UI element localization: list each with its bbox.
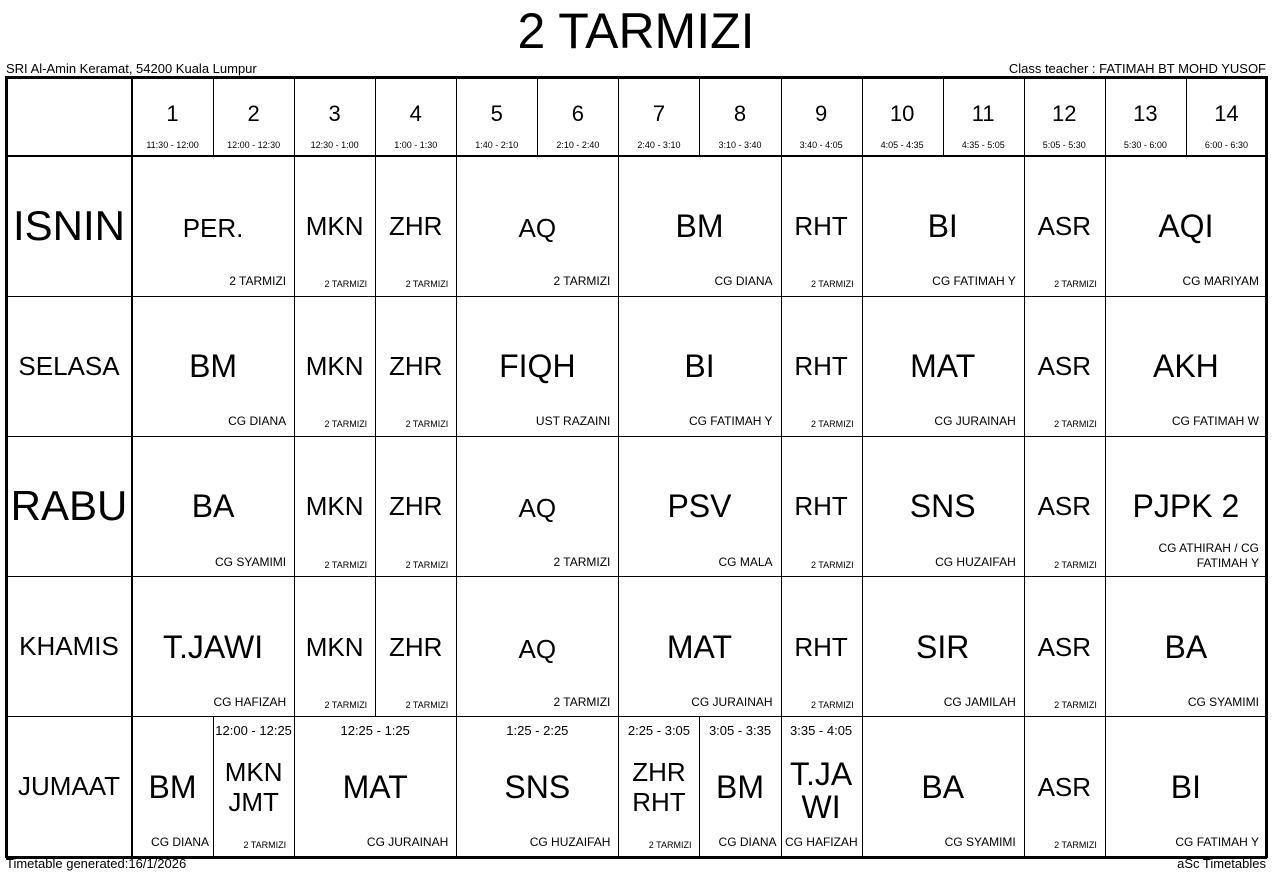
lesson-subject: MAT bbox=[666, 628, 733, 665]
period-divider bbox=[699, 77, 700, 156]
period-time: 1:00 - 1:30 bbox=[394, 140, 438, 150]
lesson-teacher: CG SYAMIMI bbox=[944, 834, 1016, 849]
lesson-subject: FIQH bbox=[499, 348, 576, 385]
lesson-teacher: CG SYAMIMI bbox=[215, 554, 287, 569]
lesson-teacher: 2 TARMIZI bbox=[810, 419, 854, 430]
lesson-cell bbox=[294, 156, 375, 296]
lesson-teacher: CG FATIMAH W bbox=[1171, 414, 1259, 429]
lesson-cell bbox=[699, 717, 780, 857]
period-time: 4:35 - 5:05 bbox=[961, 140, 1005, 150]
lesson-teacher: 2 TARMIZI bbox=[553, 274, 611, 289]
lesson-subject: BI bbox=[927, 208, 958, 244]
class-teacher: Class teacher : FATIMAH BT MOHD YUSOF bbox=[1008, 61, 1266, 76]
lesson-subject: RHT bbox=[632, 786, 686, 817]
day-label-cell bbox=[6, 296, 132, 436]
lesson-subject: BA bbox=[1164, 628, 1208, 665]
lesson-subject: RHT bbox=[794, 211, 848, 241]
lesson-teacher: CG HAFIZAH bbox=[213, 694, 287, 709]
lesson-subject: ZHR bbox=[389, 491, 443, 522]
lesson-subject: ZHR bbox=[389, 631, 443, 662]
day-label-cell bbox=[6, 577, 132, 717]
period-divider bbox=[1105, 77, 1106, 156]
lesson-subject: AQ bbox=[518, 213, 557, 243]
lesson-teacher: CG DIANA bbox=[228, 414, 287, 429]
lesson-teacher: 2 TARMIZI bbox=[810, 279, 854, 290]
lesson-teacher: CG HUZAIFAH bbox=[529, 834, 611, 849]
period-header-1 bbox=[132, 77, 213, 156]
lesson-cell bbox=[456, 577, 618, 717]
lesson-subject: MKN bbox=[305, 631, 364, 662]
period-number: 2 bbox=[247, 101, 260, 126]
lesson-cell bbox=[1024, 717, 1105, 857]
lesson-cell bbox=[294, 717, 456, 857]
lesson-subject: RHT bbox=[794, 491, 848, 522]
period-time: 3:40 - 4:05 bbox=[799, 140, 843, 150]
period-number: 8 bbox=[733, 101, 747, 126]
period-divider bbox=[375, 77, 376, 156]
lesson-subject: ASR bbox=[1037, 211, 1092, 241]
day-name: JUMAAT bbox=[17, 771, 121, 802]
day-name: RABU bbox=[10, 482, 128, 530]
lesson-cell bbox=[456, 296, 618, 436]
lesson-cell bbox=[294, 436, 375, 576]
period-header-2 bbox=[213, 77, 294, 156]
lesson-teacher: 2 TARMIZI bbox=[553, 694, 611, 709]
lesson-cell bbox=[781, 717, 862, 857]
period-number: 13 bbox=[1133, 101, 1158, 126]
lesson-cell bbox=[1105, 577, 1267, 717]
lesson-subject: SIR bbox=[916, 628, 970, 665]
period-time: 2:10 - 2:40 bbox=[556, 140, 600, 150]
lesson-teacher: 2 TARMIZI bbox=[1054, 279, 1097, 290]
period-time: 5:05 - 5:30 bbox=[1042, 140, 1086, 150]
period-header-10 bbox=[862, 77, 943, 156]
period-time: 12:30 - 1:00 bbox=[310, 140, 359, 150]
lesson-subject: MKN bbox=[305, 491, 364, 522]
lesson-teacher: 2 TARMIZI bbox=[405, 279, 449, 290]
lesson-time: 3:35 - 4:05 bbox=[790, 722, 853, 738]
period-header-12 bbox=[1024, 77, 1105, 156]
lesson-time: 1:25 - 2:25 bbox=[506, 722, 569, 738]
day-name: KHAMIS bbox=[19, 631, 119, 662]
lesson-cell bbox=[375, 296, 456, 436]
period-header-7 bbox=[618, 77, 699, 156]
period-number: 10 bbox=[889, 101, 915, 126]
lesson-subject: T.JA bbox=[789, 755, 853, 792]
lesson-subject: ZHR bbox=[389, 351, 443, 382]
period-number: 9 bbox=[814, 101, 828, 126]
period-number: 6 bbox=[571, 101, 584, 126]
period-divider bbox=[618, 77, 619, 156]
lesson-cell bbox=[1024, 577, 1105, 717]
lesson-cell bbox=[1024, 436, 1105, 576]
lesson-time: 12:25 - 1:25 bbox=[340, 722, 410, 738]
lesson-subject: BA bbox=[921, 768, 965, 805]
lesson-subject: ZHR bbox=[632, 756, 686, 787]
lesson-teacher: 2 TARMIZI bbox=[553, 554, 611, 569]
lesson-subject: AKH bbox=[1152, 348, 1219, 385]
period-header-8 bbox=[699, 77, 780, 156]
lesson-cell bbox=[862, 577, 1024, 717]
lesson-cell bbox=[862, 296, 1024, 436]
lesson-teacher: 2 TARMIZI bbox=[648, 839, 692, 850]
lesson-teacher: 2 TARMIZI bbox=[1054, 559, 1097, 570]
period-number: 5 bbox=[490, 101, 503, 126]
lesson-teacher: CG SYAMIMI bbox=[1187, 694, 1259, 709]
lesson-cell bbox=[132, 296, 294, 436]
lesson-teacher: 2 TARMIZI bbox=[405, 699, 449, 710]
lesson-subject: BM bbox=[675, 208, 724, 244]
period-divider bbox=[862, 77, 863, 156]
lesson-teacher: CG MARIYAM bbox=[1182, 274, 1259, 289]
generated-date: Timetable generated:16/1/2026 bbox=[6, 856, 187, 871]
lesson-cell bbox=[132, 577, 294, 717]
lesson-teacher: UST RAZAINI bbox=[535, 414, 611, 429]
lesson-subject: AQI bbox=[1158, 208, 1214, 244]
lesson-cell bbox=[862, 717, 1024, 857]
lesson-teacher: 2 TARMIZI bbox=[324, 699, 368, 710]
lesson-subject: PJPK 2 bbox=[1132, 488, 1240, 525]
day-label-cell bbox=[6, 717, 132, 857]
lesson-cell bbox=[132, 436, 294, 576]
period-time: 2:40 - 3:10 bbox=[637, 140, 681, 150]
lesson-teacher: FATIMAH Y bbox=[1196, 555, 1259, 570]
lesson-cell bbox=[456, 436, 618, 576]
period-number: 4 bbox=[409, 101, 422, 126]
period-time: 4:05 - 4:35 bbox=[880, 140, 924, 150]
lesson-teacher: CG JAMILAH bbox=[943, 694, 1016, 709]
lesson-cell bbox=[375, 436, 456, 576]
period-header-4 bbox=[375, 77, 456, 156]
lesson-time: 2:25 - 3:05 bbox=[627, 722, 691, 738]
lesson-cell bbox=[862, 156, 1024, 296]
lesson-teacher: CG DIANA bbox=[718, 834, 777, 849]
lesson-teacher: 2 TARMIZI bbox=[810, 699, 854, 710]
lesson-cell bbox=[862, 436, 1024, 576]
lesson-cell bbox=[132, 717, 213, 857]
period-header-13 bbox=[1105, 77, 1186, 156]
lesson-teacher: CG HUZAIFAH bbox=[935, 554, 1016, 569]
lesson-teacher: 2 TARMIZI bbox=[229, 274, 287, 289]
lesson-subject: ASR bbox=[1037, 631, 1092, 662]
lesson-cell bbox=[1105, 436, 1267, 576]
lesson-teacher: 2 TARMIZI bbox=[1054, 699, 1097, 710]
period-header-3 bbox=[294, 77, 375, 156]
lesson-cell bbox=[618, 436, 780, 576]
lesson-subject: AQ bbox=[518, 493, 557, 524]
period-time: 1:40 - 2:10 bbox=[475, 140, 519, 150]
period-header-14 bbox=[1186, 77, 1267, 156]
lesson-teacher: CG FATIMAH Y bbox=[688, 414, 773, 429]
lesson-subject: PSV bbox=[667, 488, 732, 525]
lesson-cell bbox=[375, 156, 456, 296]
period-number: 14 bbox=[1214, 101, 1239, 126]
day-name: ISNIN bbox=[12, 202, 125, 250]
period-divider bbox=[294, 77, 295, 156]
lesson-cell bbox=[618, 156, 780, 296]
lesson-subject: BI bbox=[684, 348, 715, 385]
lesson-subject: T.JAWI bbox=[162, 628, 264, 665]
lesson-subject: MKN bbox=[224, 756, 283, 787]
lesson-subject: BM bbox=[148, 768, 197, 805]
period-divider bbox=[456, 77, 457, 156]
lesson-cell bbox=[781, 156, 862, 296]
lesson-subject: MAT bbox=[342, 768, 408, 805]
brand-label: aSc Timetables bbox=[1177, 856, 1266, 871]
day-name: SELASA bbox=[18, 350, 120, 381]
lesson-cell bbox=[781, 577, 862, 717]
lesson-cell bbox=[618, 717, 699, 857]
lesson-teacher: CG JURAINAH bbox=[691, 694, 773, 709]
lesson-subject: ASR bbox=[1037, 491, 1092, 522]
period-divider bbox=[781, 77, 782, 156]
lesson-cell bbox=[618, 577, 780, 717]
lesson-subject: BM bbox=[716, 768, 765, 805]
lesson-teacher: 2 TARMIZI bbox=[810, 559, 854, 570]
lesson-teacher: 2 TARMIZI bbox=[324, 279, 368, 290]
lesson-teacher: 2 TARMIZI bbox=[405, 419, 449, 430]
lesson-teacher: 2 TARMIZI bbox=[324, 419, 368, 430]
lesson-teacher: CG JURAINAH bbox=[934, 414, 1016, 429]
lesson-subject: BM bbox=[189, 348, 238, 385]
lesson-subject: WI bbox=[801, 788, 841, 825]
period-divider bbox=[537, 77, 538, 156]
lesson-cell bbox=[1105, 156, 1267, 296]
period-header-11 bbox=[943, 77, 1024, 156]
lesson-cell bbox=[781, 296, 862, 436]
day-label-cell bbox=[6, 436, 132, 576]
lesson-subject: MAT bbox=[910, 348, 976, 385]
lesson-teacher: CG JURAINAH bbox=[366, 834, 449, 849]
period-time: 6:00 - 6:30 bbox=[1204, 140, 1248, 150]
lesson-teacher: 2 TARMIZI bbox=[1054, 839, 1097, 850]
lesson-subject: ZHR bbox=[389, 211, 443, 241]
lesson-teacher: CG DIANA bbox=[151, 834, 210, 849]
lesson-subject: SNS bbox=[504, 768, 571, 805]
lesson-teacher: CG DIANA bbox=[714, 274, 773, 289]
lesson-subject: MKN bbox=[305, 211, 364, 241]
lesson-cell bbox=[1105, 717, 1267, 857]
day-label-cell bbox=[6, 156, 132, 296]
lesson-teacher: CG HAFIZAH bbox=[784, 834, 858, 849]
lesson-teacher: 2 TARMIZI bbox=[324, 559, 368, 570]
lesson-teacher: CG MALA bbox=[718, 554, 773, 569]
period-number: 1 bbox=[166, 101, 179, 126]
period-number: 7 bbox=[652, 101, 666, 126]
lesson-cell bbox=[132, 156, 294, 296]
period-time: 12:00 - 12:30 bbox=[227, 140, 281, 150]
lesson-cell bbox=[1024, 296, 1105, 436]
lesson-subject: BI bbox=[1170, 768, 1201, 805]
lesson-subject: RHT bbox=[794, 351, 848, 382]
lesson-subject: ASR bbox=[1037, 771, 1092, 802]
lesson-subject: JMT bbox=[228, 786, 279, 817]
lesson-teacher: CG ATHIRAH / CG bbox=[1158, 540, 1259, 555]
lesson-teacher: 2 TARMIZI bbox=[243, 839, 287, 850]
lesson-teacher: 2 TARMIZI bbox=[405, 559, 449, 570]
period-number: 3 bbox=[328, 101, 341, 126]
period-number: 11 bbox=[971, 101, 995, 126]
period-time: 5:30 - 6:00 bbox=[1123, 140, 1167, 150]
period-header-6 bbox=[537, 77, 618, 156]
lesson-cell bbox=[456, 717, 618, 857]
lesson-teacher: CG FATIMAH Y bbox=[1175, 834, 1259, 849]
lesson-time: 12:00 - 12:25 bbox=[215, 722, 292, 738]
lesson-cell bbox=[294, 577, 375, 717]
page-title: 2 TARMIZI bbox=[517, 3, 755, 59]
period-divider bbox=[1186, 77, 1187, 156]
lesson-cell bbox=[213, 717, 294, 857]
period-header-9 bbox=[781, 77, 862, 156]
period-header-5 bbox=[456, 77, 537, 156]
lesson-subject: MKN bbox=[305, 351, 364, 382]
lesson-subject: RHT bbox=[794, 631, 848, 662]
lesson-subject: AQ bbox=[518, 633, 557, 664]
lesson-teacher: 2 TARMIZI bbox=[1054, 419, 1097, 430]
period-divider bbox=[213, 77, 214, 156]
lesson-subject: SNS bbox=[909, 488, 976, 525]
lesson-subject: ASR bbox=[1037, 351, 1092, 382]
lesson-time: 3:05 - 3:35 bbox=[708, 722, 772, 738]
period-time: 3:10 - 3:40 bbox=[718, 140, 762, 150]
lesson-teacher: CG FATIMAH Y bbox=[932, 274, 1016, 289]
lesson-cell bbox=[456, 156, 618, 296]
lesson-cell bbox=[375, 577, 456, 717]
school-name: SRI Al-Amin Keramat, 54200 Kuala Lumpur bbox=[6, 61, 257, 76]
period-divider bbox=[943, 77, 944, 156]
lesson-subject: BA bbox=[191, 488, 235, 525]
lesson-cell bbox=[781, 436, 862, 576]
lesson-cell bbox=[1024, 156, 1105, 296]
period-divider bbox=[1024, 77, 1025, 156]
period-number: 12 bbox=[1052, 101, 1077, 126]
lesson-cell bbox=[294, 296, 375, 436]
lesson-cell bbox=[1105, 296, 1267, 436]
lesson-subject: PER. bbox=[182, 213, 244, 243]
lesson-cell bbox=[618, 296, 780, 436]
period-time: 11:30 - 12:00 bbox=[146, 140, 199, 150]
